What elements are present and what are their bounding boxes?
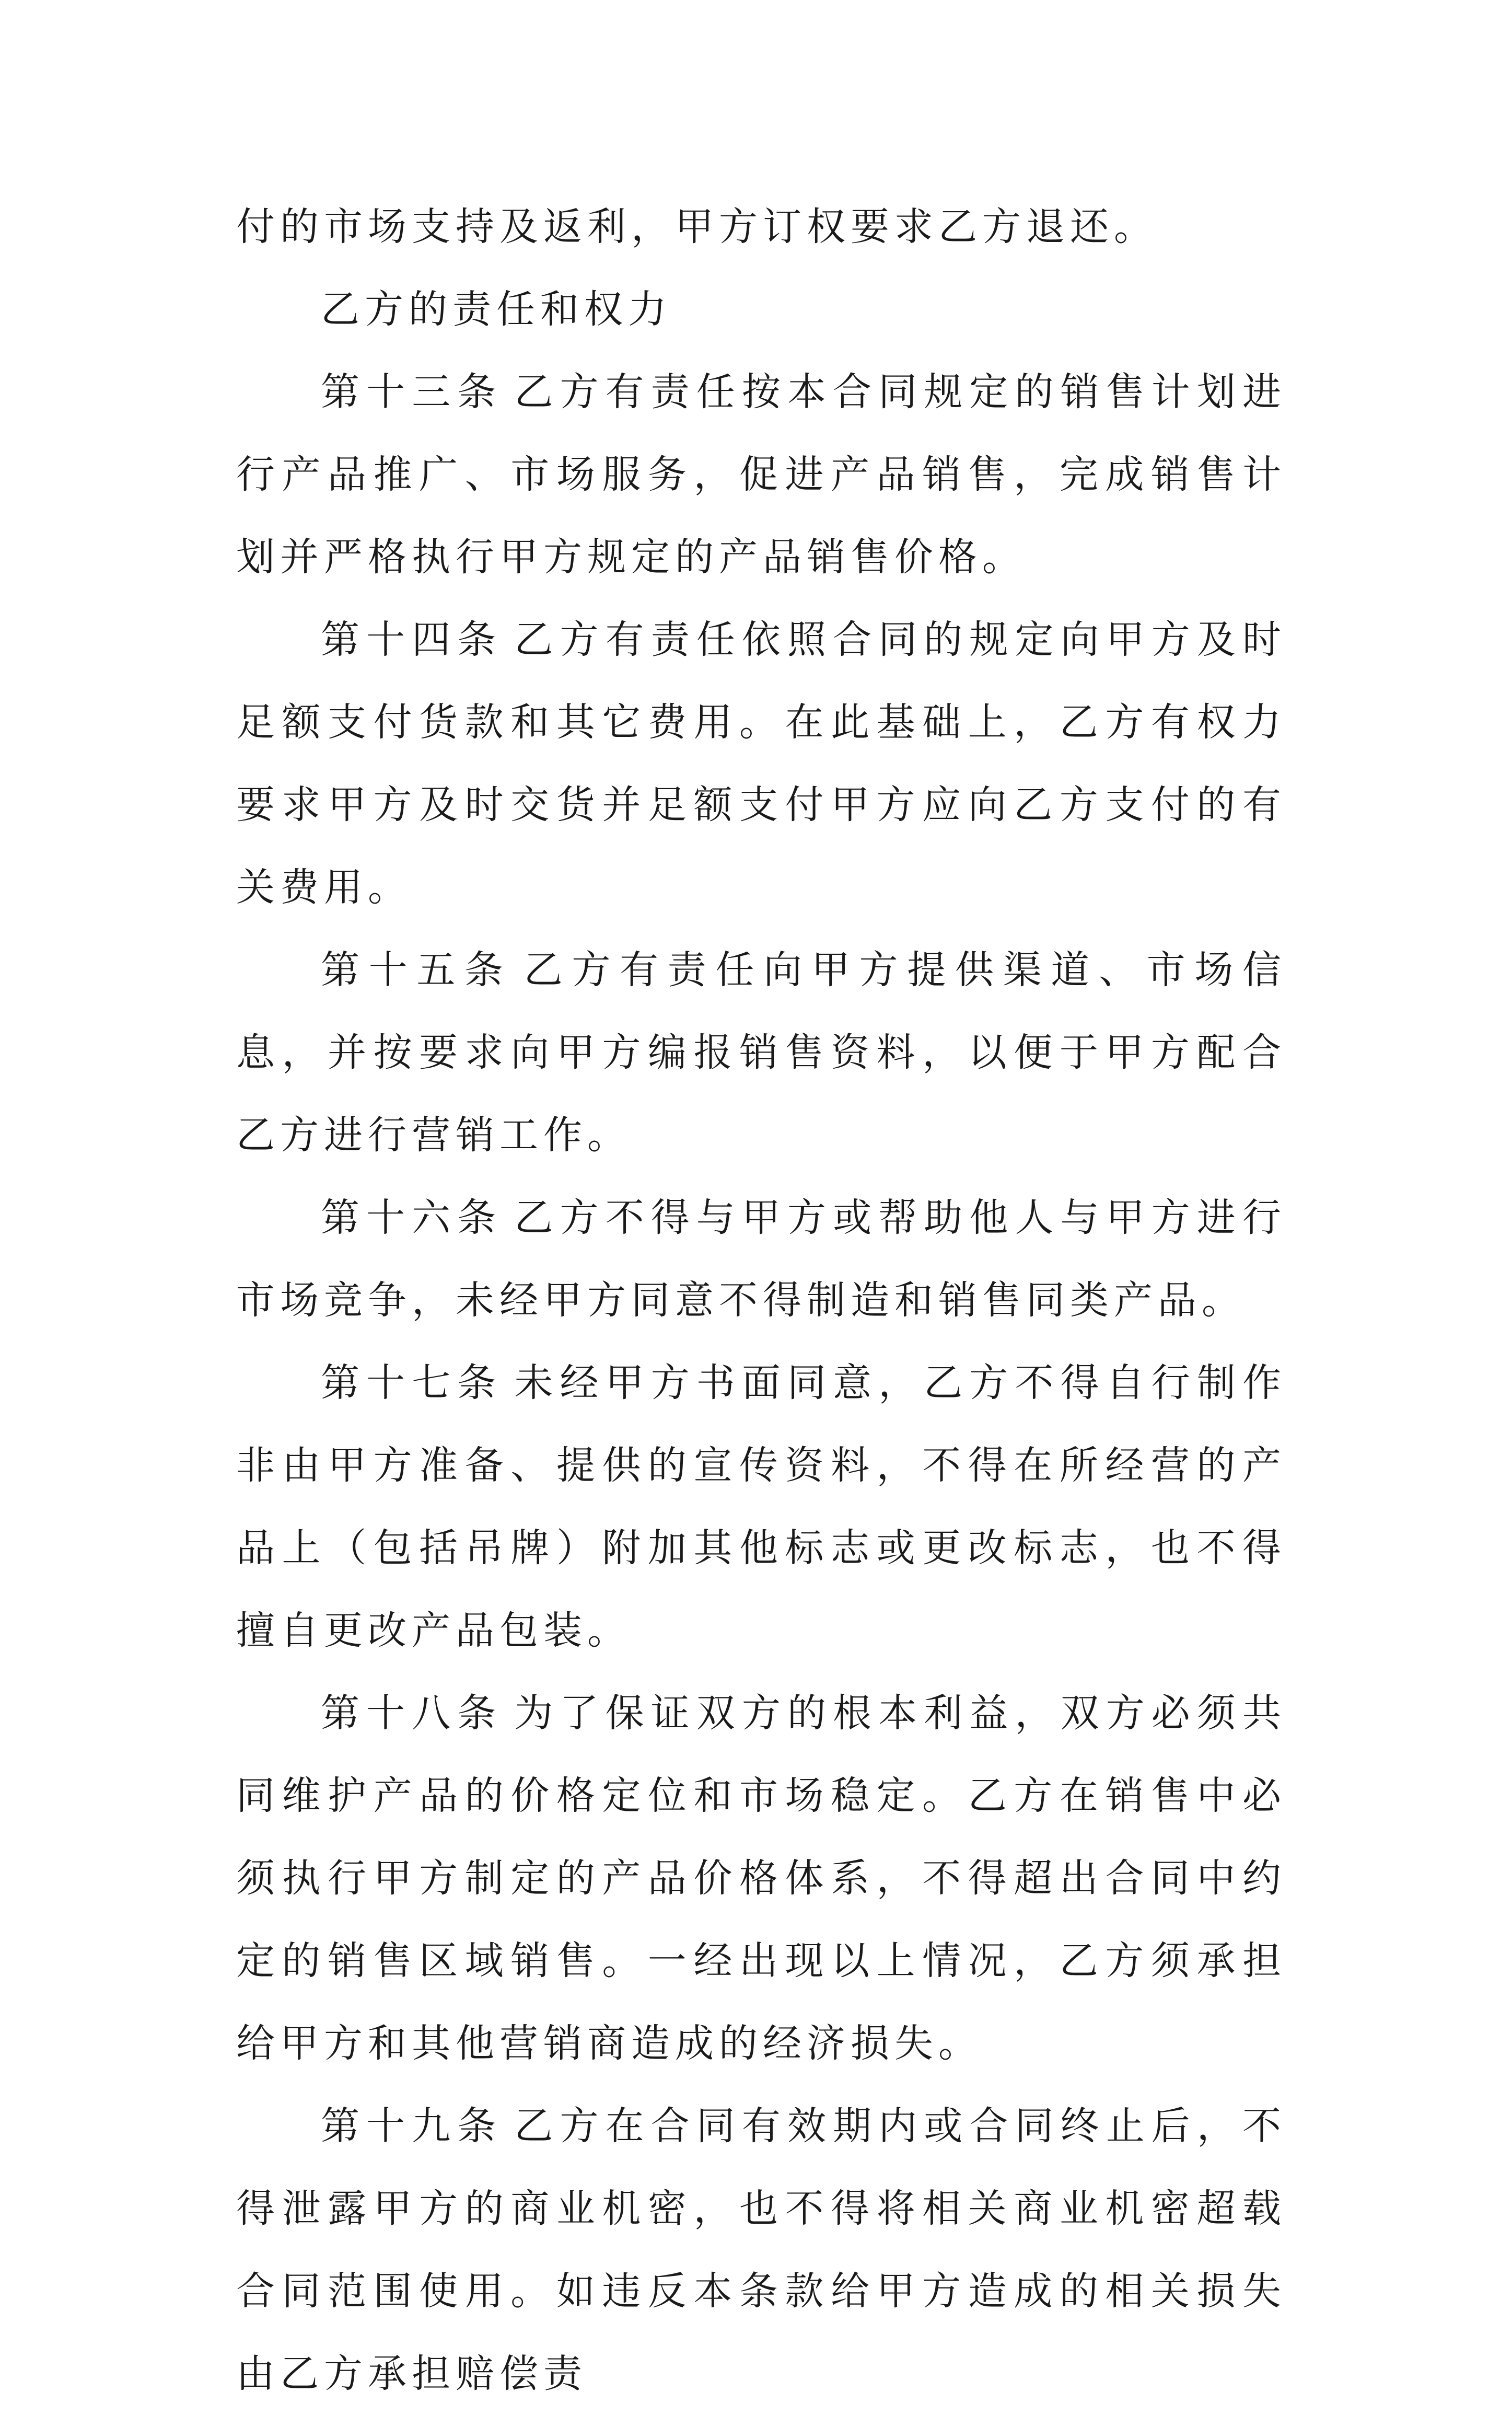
- article-number: 第十六条: [321, 1195, 503, 1240]
- article-text: 乙方不得与甲方或帮助他人与甲方进行市场竞争，未经甲方同意不得制造和销售同类产品。: [236, 1195, 1287, 1323]
- article-text: 乙方有责任按本合同规定的销售计划进行产品推广、市场服务，促进产品销售，完成销售计划并严格执行甲方规定的产品销售价格。: [236, 369, 1287, 580]
- article-16: [236, 1176, 1286, 1342]
- article-text: 乙方有责任向甲方提供渠道、市场信息，并按要求向甲方编报销售资料，以便于甲方配合乙方进行营销工作。: [236, 947, 1287, 1158]
- article-number: 第十九条: [321, 2104, 503, 2148]
- article-text: 为了保证双方的根本利益，双方必须共同维护产品的价格定位和市场稳定。乙方在销售中必须执行甲方制定的产品价格体系，不得超出合同中约定的销售区域销售。一经出现以上情况，乙方须承担给甲方和其他营销商造成的经济损失。: [236, 1691, 1287, 2066]
- article-14: [236, 598, 1286, 929]
- section-heading-text: 乙方的责任和权力: [321, 287, 672, 332]
- article-19: [236, 2085, 1286, 2415]
- article-15: [236, 929, 1286, 1176]
- document-body: [236, 186, 1286, 2415]
- paragraph-text: 付的市场支持及返利，甲方订权要求乙方退还。: [236, 204, 1158, 249]
- continuation-paragraph: [236, 186, 1286, 268]
- section-heading: [236, 268, 1286, 351]
- article-number: 第十七条: [321, 1360, 503, 1405]
- article-number: 第十三条: [321, 369, 503, 414]
- article-18: [236, 1672, 1286, 2085]
- article-text: 乙方有责任依照合同的规定向甲方及时足额支付货款和其它费用。在此基础上，乙方有权力要求甲方及时交货并足额支付甲方应向乙方支付的有关费用。: [236, 617, 1287, 910]
- article-text: 未经甲方书面同意，乙方不得自行制作非由甲方准备、提供的宣传资料，不得在所经营的产品上（包括吊牌）附加其他标志或更改标志，也不得擅自更改产品包装。: [236, 1360, 1287, 1653]
- article-13: [236, 351, 1286, 598]
- article-number: 第十四条: [321, 617, 503, 662]
- article-17: [236, 1342, 1286, 1672]
- article-number: 第十五条: [321, 947, 513, 992]
- article-text: 乙方在合同有效期内或合同终止后，不得泄露甲方的商业机密，也不得将相关商业机密超载合同范围使用。如违反本条款给甲方造成的相关损失由乙方承担赔偿责: [236, 2104, 1287, 2396]
- article-number: 第十八条: [321, 1691, 503, 1736]
